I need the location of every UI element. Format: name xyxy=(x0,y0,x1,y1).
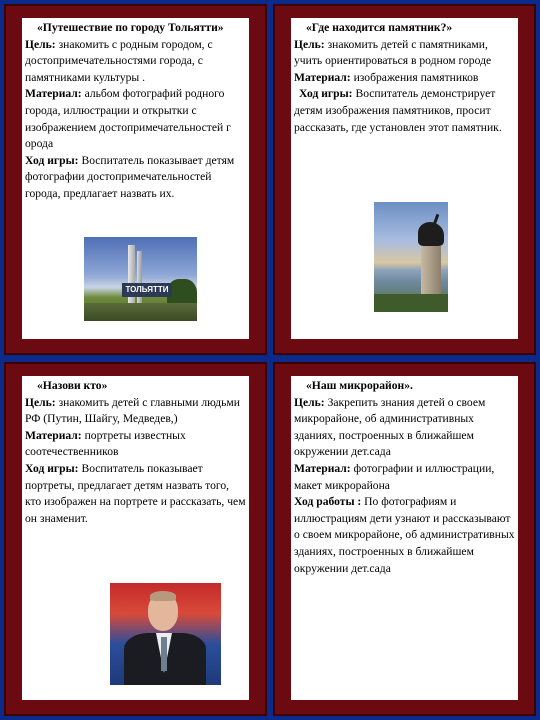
material-text: портреты известных соотечественников xyxy=(25,428,186,459)
goal-text: знакомить детей с главными людьми РФ (Путин, Шайгу, Медведев,) xyxy=(25,395,240,426)
process-label: Ход работы : xyxy=(294,495,362,509)
card-title: «Наш микрорайон». xyxy=(306,379,413,392)
goal-text: знакомить детей с памятниками, учить ориентироваться в родном городе xyxy=(294,37,492,68)
goal-label: Цель: xyxy=(294,37,325,51)
material-label: Материал: xyxy=(25,87,82,101)
game-card-district xyxy=(273,362,536,716)
process-label: Ход игры: xyxy=(25,153,79,167)
card-title: «Путешествие по городу Тольятти» xyxy=(37,21,224,34)
togliatti-city-sign-photo xyxy=(84,237,197,321)
material-label: Материал: xyxy=(294,461,351,475)
card-title: «Назови кто» xyxy=(37,379,108,392)
process-text: Воспитатель показывает детям фотографии достопримечательностей города, предлагает назвать их. xyxy=(25,153,235,200)
game-card-who xyxy=(4,362,267,716)
material-text: альбом фотографий родного города, иллюстрации и открытки с изображением достопримечательностей г орода xyxy=(25,87,231,151)
card-content xyxy=(22,18,249,339)
process-label: Ход игры: xyxy=(25,461,79,475)
goal-label: Цель: xyxy=(25,395,56,409)
material-text: фотографии и иллюстрации, макет микрорайона xyxy=(294,461,495,492)
goal-text: знакомить с родным городом, с достопримечательностями города, с памятниками культуры . xyxy=(25,37,213,84)
card-content xyxy=(291,18,518,339)
process-text: Воспитатель показывает портреты, предлагает детям назвать того, кто изображен на портрете и рассказать, чем он знаменит. xyxy=(25,461,246,525)
material-text: изображения памятников xyxy=(350,70,479,84)
card-content xyxy=(22,376,249,700)
process-text: По фотографиям и иллюстрациям дети узнают и рассказывают о своем микрорайоне, об административных зданиях, построенных в ближайшем окружении дет.сада xyxy=(294,495,515,575)
goal-label: Цель: xyxy=(25,37,56,51)
city-sign-label: ТОЛЬЯТТИ xyxy=(122,283,172,297)
material-label: Материал: xyxy=(25,428,82,442)
game-card-monument xyxy=(273,4,536,355)
goal-text: Закрепить знания детей о своем микрорайоне, об административных зданиях, построенных в ближайшем окружении дет.сада xyxy=(294,395,486,459)
card-content xyxy=(291,376,518,700)
game-card-travel xyxy=(4,4,267,355)
monument-photo xyxy=(374,202,448,312)
portrait-photo xyxy=(110,583,221,685)
material-label: Материал: xyxy=(294,70,351,84)
goal-label: Цель: xyxy=(294,395,325,409)
card-title: «Где находится памятник?» xyxy=(306,21,453,34)
process-text: Воспитатель демонстрирует детям изображения памятников, просит рассказать, где установлен этот памятник. xyxy=(294,87,502,134)
process-label: Ход игры: xyxy=(299,87,353,101)
